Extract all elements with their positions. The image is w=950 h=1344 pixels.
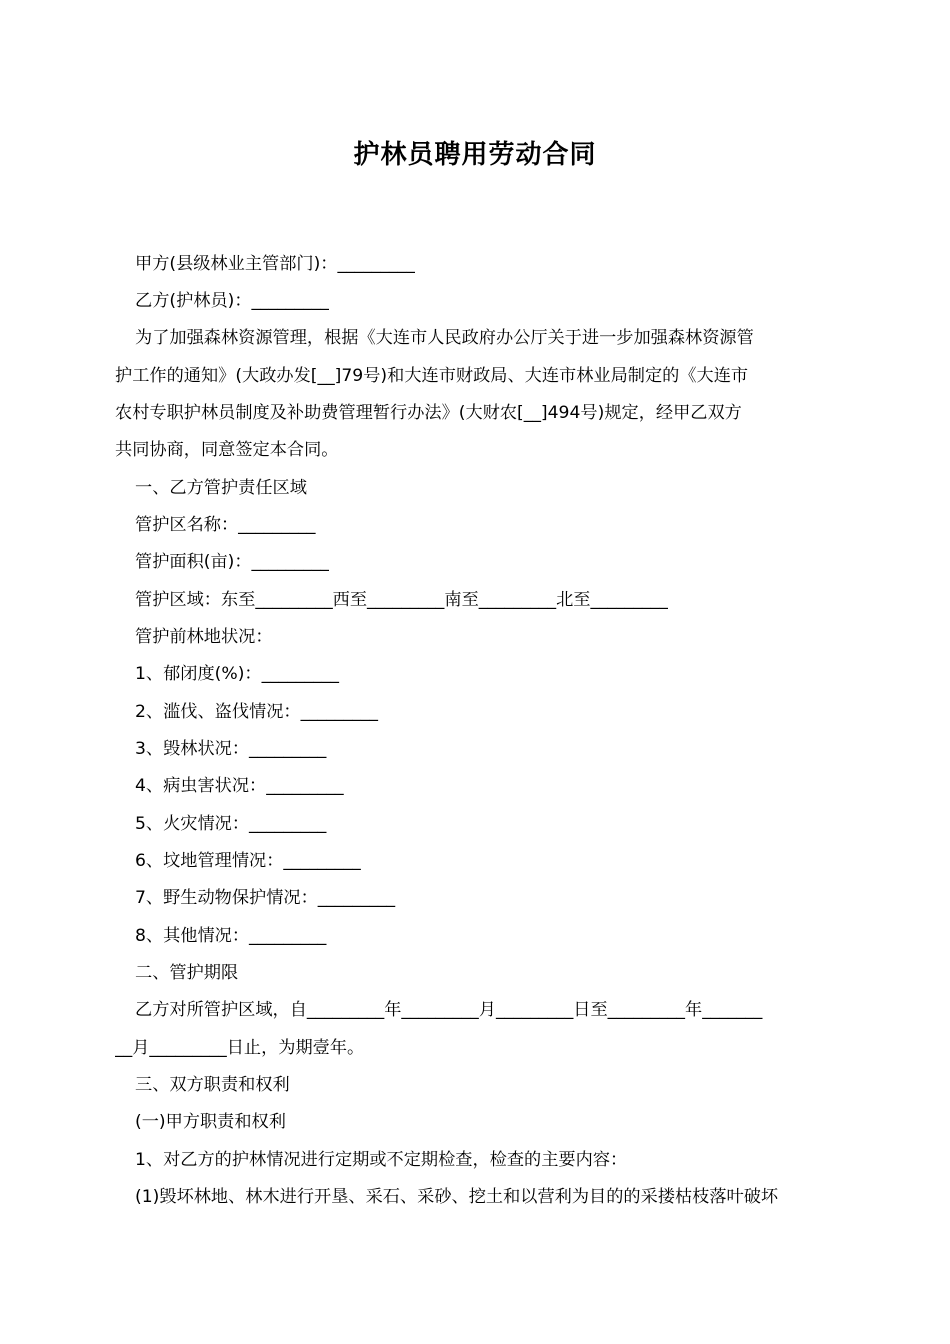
land-status-heading: 管护前林地状况： xyxy=(135,627,273,647)
preamble-line-1: 为了加强森林资源管理，根据《大连市人民政府办公厅关于进一步加强森林资源管 xyxy=(135,328,754,348)
area-bounds-line: 管护区域：东至_________西至_________南至_________北至_________ xyxy=(135,590,668,610)
status-item-7: 7、野生动物保护情况：_________ xyxy=(135,888,396,908)
section-heading-1: 一、乙方管护责任区域 xyxy=(135,478,307,498)
status-item-8: 8、其他情况：_________ xyxy=(135,926,327,946)
status-item-1: 1、郁闭度(%)：_________ xyxy=(135,664,339,684)
section-heading-2: 二、管护期限 xyxy=(135,963,239,983)
document-title: 护林员聘用劳动合同 xyxy=(353,140,597,170)
clause-1: 1、对乙方的护林情况进行定期或不定期检查，检查的主要内容： xyxy=(135,1150,628,1170)
status-item-6: 6、坟地管理情况：_________ xyxy=(135,851,361,871)
term-line-2: __月_________日止，为期壹年。 xyxy=(115,1038,365,1058)
status-item-5: 5、火灾情况：_________ xyxy=(135,814,327,834)
preamble-line-2: 护工作的通知》(大政办发[__]79号)和大连市财政局、大连市林业局制定的《大连市 xyxy=(115,366,749,386)
area-name-line: 管护区名称：_________ xyxy=(135,515,316,535)
status-item-2: 2、滥伐、盗伐情况：_________ xyxy=(135,702,378,722)
area-size-line: 管护面积(亩)：_________ xyxy=(135,552,329,572)
status-item-3: 3、毁林状况：_________ xyxy=(135,739,327,759)
status-item-4: 4、病虫害状况：_________ xyxy=(135,776,344,796)
term-line-1: 乙方对所管护区域，自_________年_________月_________日至_________年_______ xyxy=(135,1000,763,1020)
preamble-line-4: 共同协商，同意签定本合同。 xyxy=(115,440,339,460)
party-a-line: 甲方(县级林业主管部门)：_________ xyxy=(135,254,415,274)
clause-1-item-1: (1)毁坏林地、林木进行开垦、采石、采砂、挖土和以营利为目的的采搂枯枝落叶破坏 xyxy=(135,1187,779,1207)
section-heading-3: 三、双方职责和权利 xyxy=(135,1075,290,1095)
preamble-line-3: 农村专职护林员制度及补助费管理暂行办法》(大财农[__]494号)规定，经甲乙双方 xyxy=(115,403,742,423)
subsection-heading-1: (一)甲方职责和权利 xyxy=(135,1112,286,1132)
party-b-line: 乙方(护林员)：_________ xyxy=(135,291,329,311)
